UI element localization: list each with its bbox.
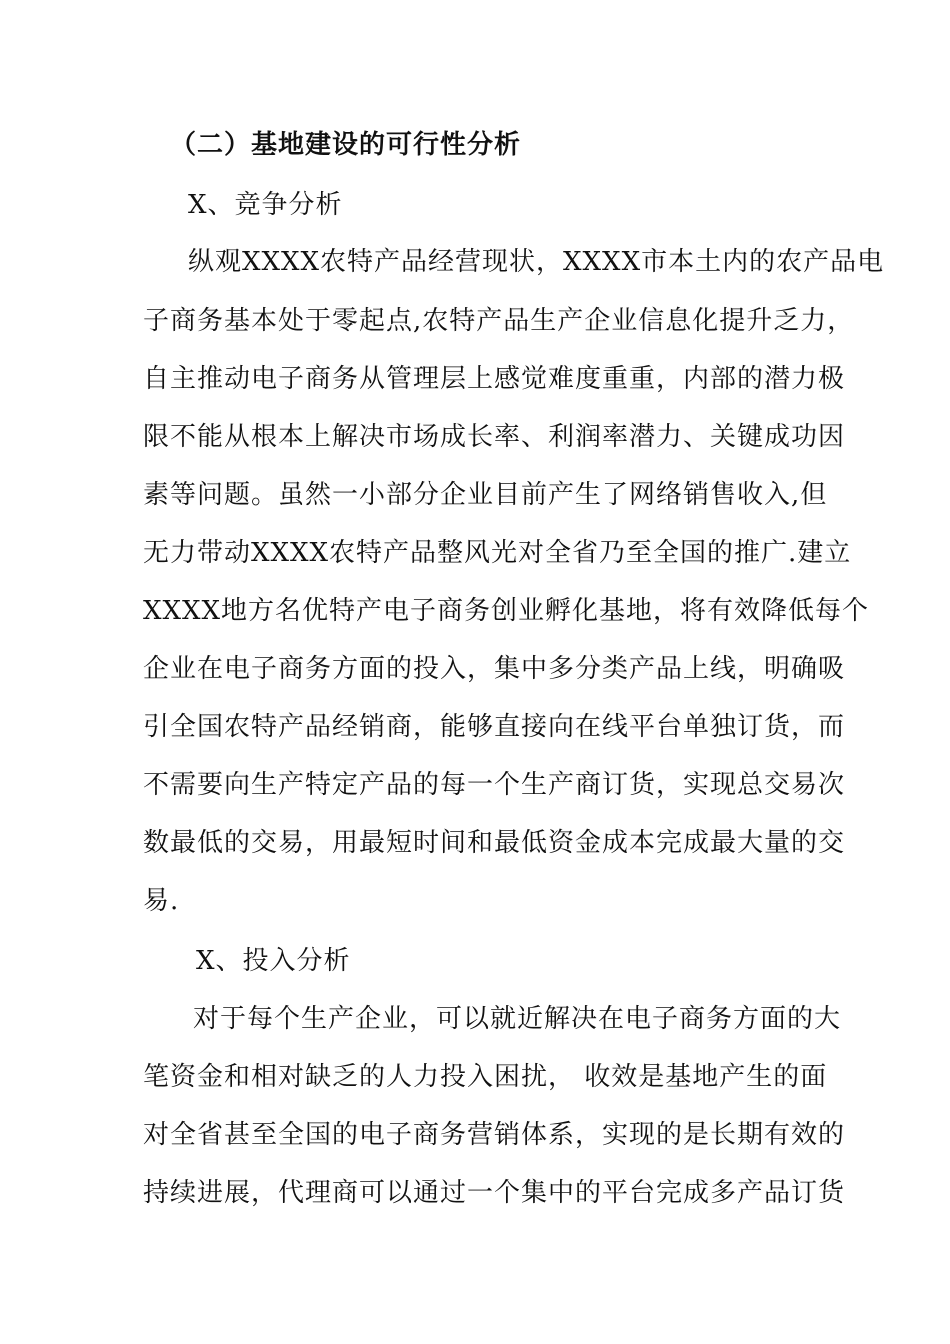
paragraph-line: 引全国农特产品经销商，能够直接向在线平台单独订货，而 [143,712,846,742]
paragraph-line: 对于每个生产企业，可以就近解决在电子商务方面的大 [193,1004,842,1034]
paragraph-line: 易. [143,886,180,916]
paragraph-line: 自主推动电子商务从管理层上感觉难度重重，内部的潜力极 [143,364,846,394]
paragraph-line: 笔资金和相对缺乏的人力投入困扰， 收效是基地产生的面 [143,1062,828,1092]
paragraph-line: 无力带动XXXX农特产品整风光对全省乃至全国的推广.建立 [143,538,852,568]
subsection-title-competition: X、竞争分析 [188,190,343,220]
subsection-title-investment: X、投入分析 [196,946,351,976]
section-title: （二）基地建设的可行性分析 [170,130,522,160]
paragraph-line: 纵观XXXX农特产品经营现状，XXXX市本土内的农产品电 [188,247,885,277]
paragraph-line: 不需要向生产特定产品的每一个生产商订货，实现总交易次 [143,770,846,800]
paragraph-line: 限不能从根本上解决市场成长率、利润率潜力、关键成功因 [143,422,846,452]
paragraph-line: 持续进展，代理商可以通过一个集中的平台完成多产品订货 [143,1178,846,1208]
paragraph-line: XXXX地方名优特产电子商务创业孵化基地，将有效降低每个 [143,596,870,626]
paragraph-line: 企业在电子商务方面的投入，集中多分类产品上线，明确吸 [143,654,846,684]
paragraph-line: 对全省甚至全国的电子商务营销体系，实现的是长期有效的 [143,1120,846,1150]
paragraph-line: 素等问题。虽然一小部分企业目前产生了网络销售收入,但 [143,480,828,510]
paragraph-line: 子商务基本处于零起点,农特产品生产企业信息化提升乏力， [143,306,855,336]
paragraph-line: 数最低的交易，用最短时间和最低资金成本完成最大量的交 [143,828,846,858]
